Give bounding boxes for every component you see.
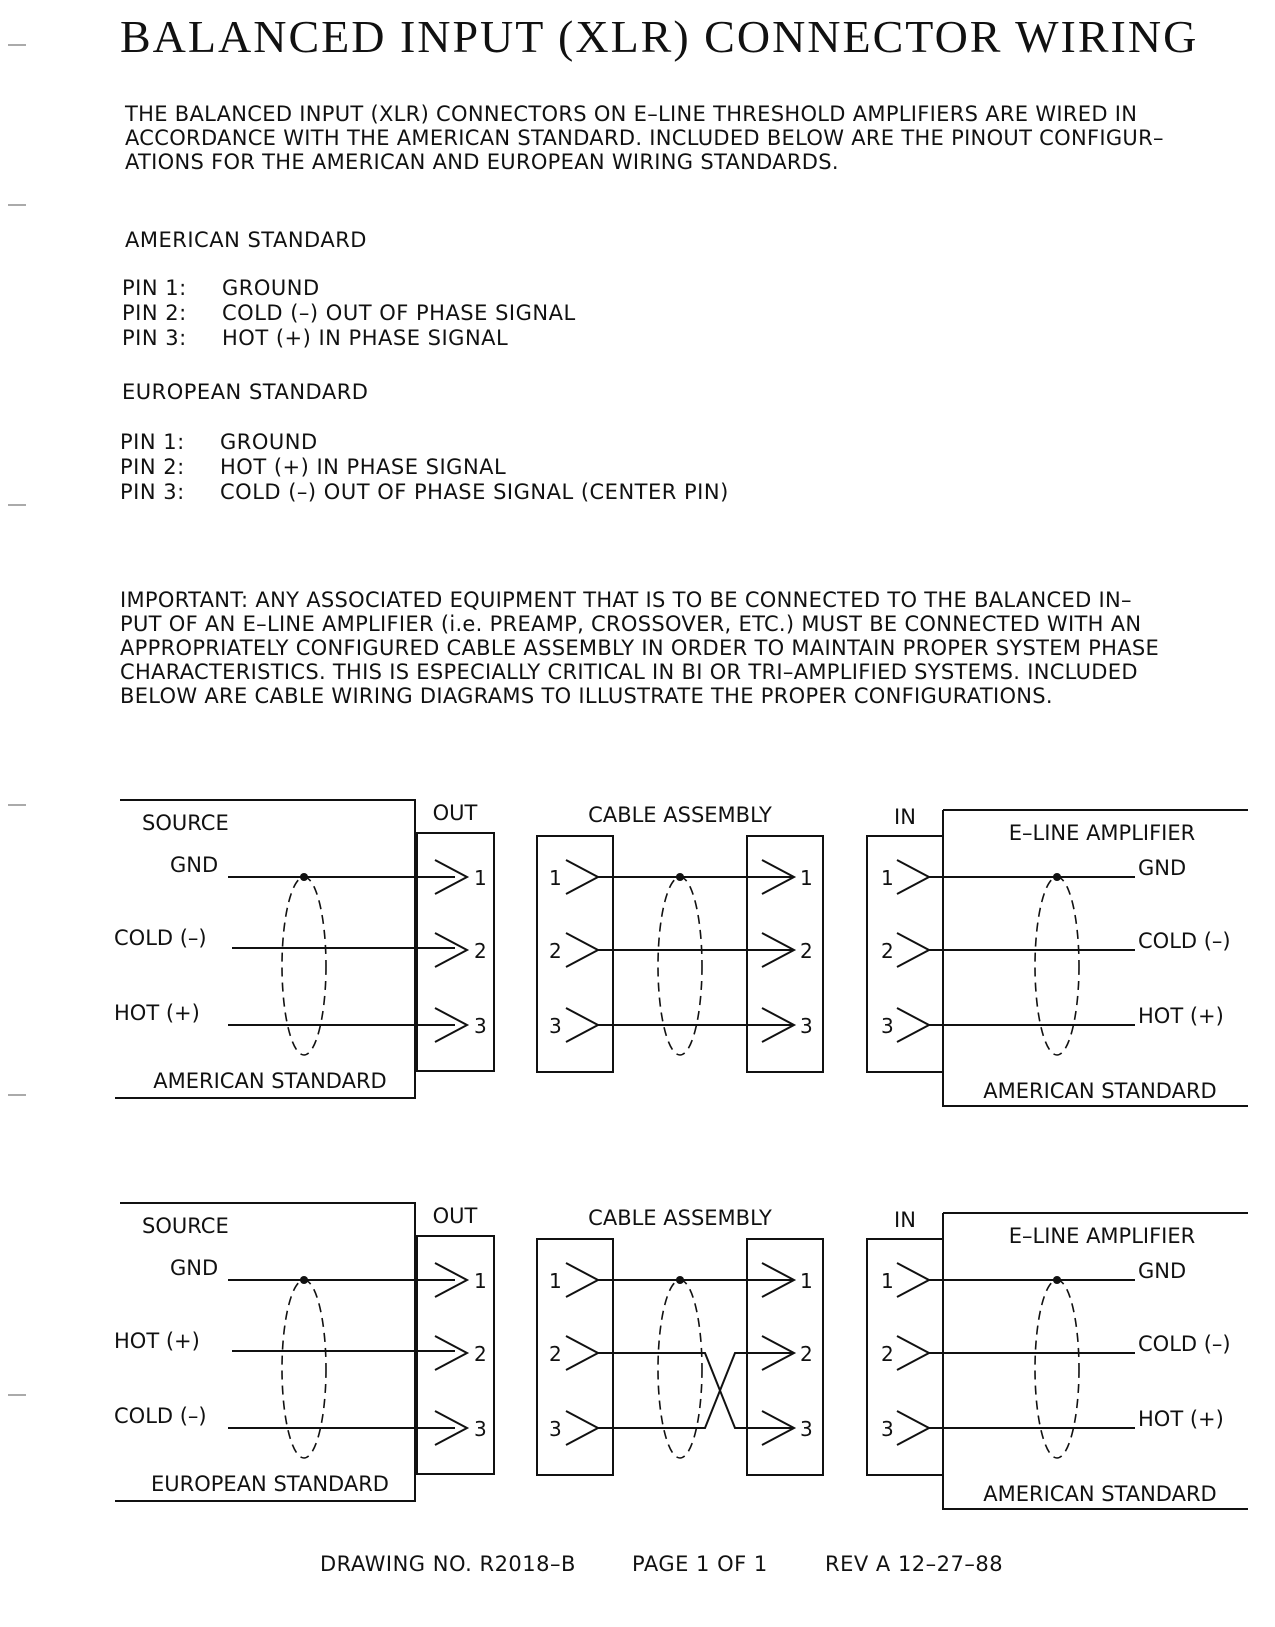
pin-label: PIN 1:	[122, 276, 187, 300]
amp-signal-label: COLD (–)	[1138, 1332, 1231, 1356]
cable-right-pin-number: 1	[800, 866, 813, 890]
cable-right-pin-number: 2	[800, 1342, 813, 1366]
amp-box	[943, 810, 1248, 1106]
amp-label: E–LINE AMPLIFIER	[1008, 821, 1196, 845]
intro-line: THE BALANCED INPUT (XLR) CONNECTORS ON E–LINE THRESHOLD AMPLIFIERS ARE WIRED IN	[125, 102, 1138, 126]
amp-signal-label: HOT (+)	[1138, 1407, 1224, 1431]
page-title: BALANCED INPUT (XLR) CONNECTOR WIRING	[120, 11, 1199, 62]
shield-loop	[282, 877, 326, 1055]
in-pin-number: 2	[881, 1342, 894, 1366]
source-signal-label: GND	[170, 1256, 219, 1280]
in-pin-arrow	[897, 860, 929, 894]
shield-loop	[1035, 1280, 1079, 1458]
out-pin-number: 2	[474, 1342, 487, 1366]
amp-box	[943, 1213, 1248, 1509]
amp-signal-label: GND	[1138, 856, 1187, 880]
source-label: SOURCE	[142, 811, 229, 835]
revision: REV A 12–27–88	[825, 1552, 1004, 1576]
shield-loop	[1035, 877, 1079, 1055]
out-pin-number: 1	[474, 866, 487, 890]
pin-description: GROUND	[222, 276, 320, 300]
pin-description: HOT (+) IN PHASE SIGNAL	[222, 326, 509, 350]
source-signal-label: COLD (–)	[114, 1404, 207, 1428]
pin-description: COLD (–) OUT OF PHASE SIGNAL	[222, 301, 576, 325]
american-heading: AMERICAN STANDARD	[125, 228, 367, 252]
important-line: APPROPRIATELY CONFIGURED CABLE ASSEMBLY IN ORDER TO MAINTAIN PROPER SYSTEM PHASE	[120, 636, 1160, 660]
intro-line: ATIONS FOR THE AMERICAN AND EUROPEAN WIRING STANDARDS.	[125, 150, 839, 174]
cable-left-pin-arrow	[566, 1411, 598, 1445]
intro-line: ACCORDANCE WITH THE AMERICAN STANDARD. INCLUDED BELOW ARE THE PINOUT CONFIGUR–	[125, 126, 1164, 150]
in-pin-arrow	[897, 933, 929, 967]
pin-label: PIN 3:	[120, 480, 185, 504]
wiring-diagram-1	[114, 800, 1248, 1106]
page-number: PAGE 1 OF 1	[632, 1552, 768, 1576]
junction-dot	[300, 1276, 308, 1284]
out-pin-arrow	[435, 933, 467, 967]
cable-left-pin-number: 3	[549, 1417, 562, 1441]
cable-assembly-label: CABLE ASSEMBLY	[588, 803, 772, 827]
pin-label: PIN 2:	[122, 301, 187, 325]
amp-signal-label: GND	[1138, 1259, 1187, 1283]
pin-description: GROUND	[220, 430, 318, 454]
out-pin-number: 1	[474, 1269, 487, 1293]
out-pin-number: 3	[474, 1014, 487, 1038]
out-label: OUT	[432, 1204, 478, 1228]
in-pin-number: 2	[881, 939, 894, 963]
shield-loop	[282, 1280, 326, 1458]
amp-signal-label: COLD (–)	[1138, 929, 1231, 953]
wiring-diagram-2	[114, 1203, 1248, 1509]
cable-left-pin-arrow	[566, 1008, 598, 1042]
pin-label: PIN 1:	[120, 430, 185, 454]
european-heading: EUROPEAN STANDARD	[122, 380, 369, 404]
source-signal-label: COLD (–)	[114, 926, 207, 950]
in-pin-number: 1	[881, 866, 894, 890]
cable-left-pin-arrow	[566, 1263, 598, 1297]
cable-left-pin-arrow	[566, 1336, 598, 1370]
shield-loop	[658, 1280, 702, 1458]
cable-right-pin-number: 1	[800, 1269, 813, 1293]
cable-left-pin-number: 3	[549, 1014, 562, 1038]
source-signal-label: HOT (+)	[114, 1329, 200, 1353]
cable-crossed-wire	[598, 1353, 792, 1428]
source-label: SOURCE	[142, 1214, 229, 1238]
source-signal-label: GND	[170, 853, 219, 877]
cable-left-pin-number: 1	[549, 1269, 562, 1293]
important-line: PUT OF AN E–LINE AMPLIFIER (i.e. PREAMP, CROSSOVER, ETC.) MUST BE CONNECTED WITH AN	[120, 612, 1142, 636]
in-label: IN	[894, 1208, 916, 1232]
junction-dot	[676, 1276, 684, 1284]
in-pin-arrow	[897, 1336, 929, 1370]
in-pin-arrow	[897, 1411, 929, 1445]
important-line: CHARACTERISTICS. THIS IS ESPECIALLY CRITICAL IN BI OR TRI–AMPLIFIED SYSTEMS. INCLUDED	[120, 660, 1138, 684]
in-pin-number: 3	[881, 1417, 894, 1441]
shield-loop	[658, 877, 702, 1055]
amp-label: E–LINE AMPLIFIER	[1008, 1224, 1196, 1248]
in-connector	[867, 1239, 943, 1475]
cable-right-pin-number: 2	[800, 939, 813, 963]
cable-right-pin-number: 3	[800, 1014, 813, 1038]
cable-left-pin-number: 1	[549, 866, 562, 890]
junction-dot	[676, 873, 684, 881]
source-signal-label: HOT (+)	[114, 1001, 200, 1025]
amp-signal-label: HOT (+)	[1138, 1004, 1224, 1028]
cable-assembly-label: CABLE ASSEMBLY	[588, 1206, 772, 1230]
cable-left-pin-arrow	[566, 933, 598, 967]
in-label: IN	[894, 805, 916, 829]
out-label: OUT	[432, 801, 478, 825]
cable-left-pin-arrow	[566, 860, 598, 894]
junction-dot	[1053, 873, 1061, 881]
important-line: IMPORTANT: ANY ASSOCIATED EQUIPMENT THAT IS TO BE CONNECTED TO THE BALANCED IN–	[120, 588, 1132, 612]
amp-standard-label: AMERICAN STANDARD	[983, 1079, 1217, 1103]
cable-left-pin-number: 2	[549, 939, 562, 963]
amp-standard-label: AMERICAN STANDARD	[983, 1482, 1217, 1506]
pin-label: PIN 3:	[122, 326, 187, 350]
in-pin-number: 1	[881, 1269, 894, 1293]
important-line: BELOW ARE CABLE WIRING DIAGRAMS TO ILLUSTRATE THE PROPER CONFIGURATIONS.	[120, 684, 1053, 708]
out-pin-number: 3	[474, 1417, 487, 1441]
cable-crossed-wire	[598, 1353, 792, 1428]
drawing-number: DRAWING NO. R2018–B	[320, 1552, 576, 1576]
out-pin-arrow	[435, 1336, 467, 1370]
pin-description: HOT (+) IN PHASE SIGNAL	[220, 455, 507, 479]
in-pin-arrow	[897, 1008, 929, 1042]
pin-description: COLD (–) OUT OF PHASE SIGNAL (CENTER PIN)	[220, 480, 729, 504]
in-connector	[867, 836, 943, 1072]
out-pin-number: 2	[474, 939, 487, 963]
junction-dot	[300, 873, 308, 881]
pin-label: PIN 2:	[120, 455, 185, 479]
in-pin-arrow	[897, 1263, 929, 1297]
in-pin-number: 3	[881, 1014, 894, 1038]
source-standard-label: EUROPEAN STANDARD	[151, 1472, 389, 1496]
cable-right-pin-number: 3	[800, 1417, 813, 1441]
junction-dot	[1053, 1276, 1061, 1284]
source-standard-label: AMERICAN STANDARD	[153, 1069, 387, 1093]
cable-left-pin-number: 2	[549, 1342, 562, 1366]
